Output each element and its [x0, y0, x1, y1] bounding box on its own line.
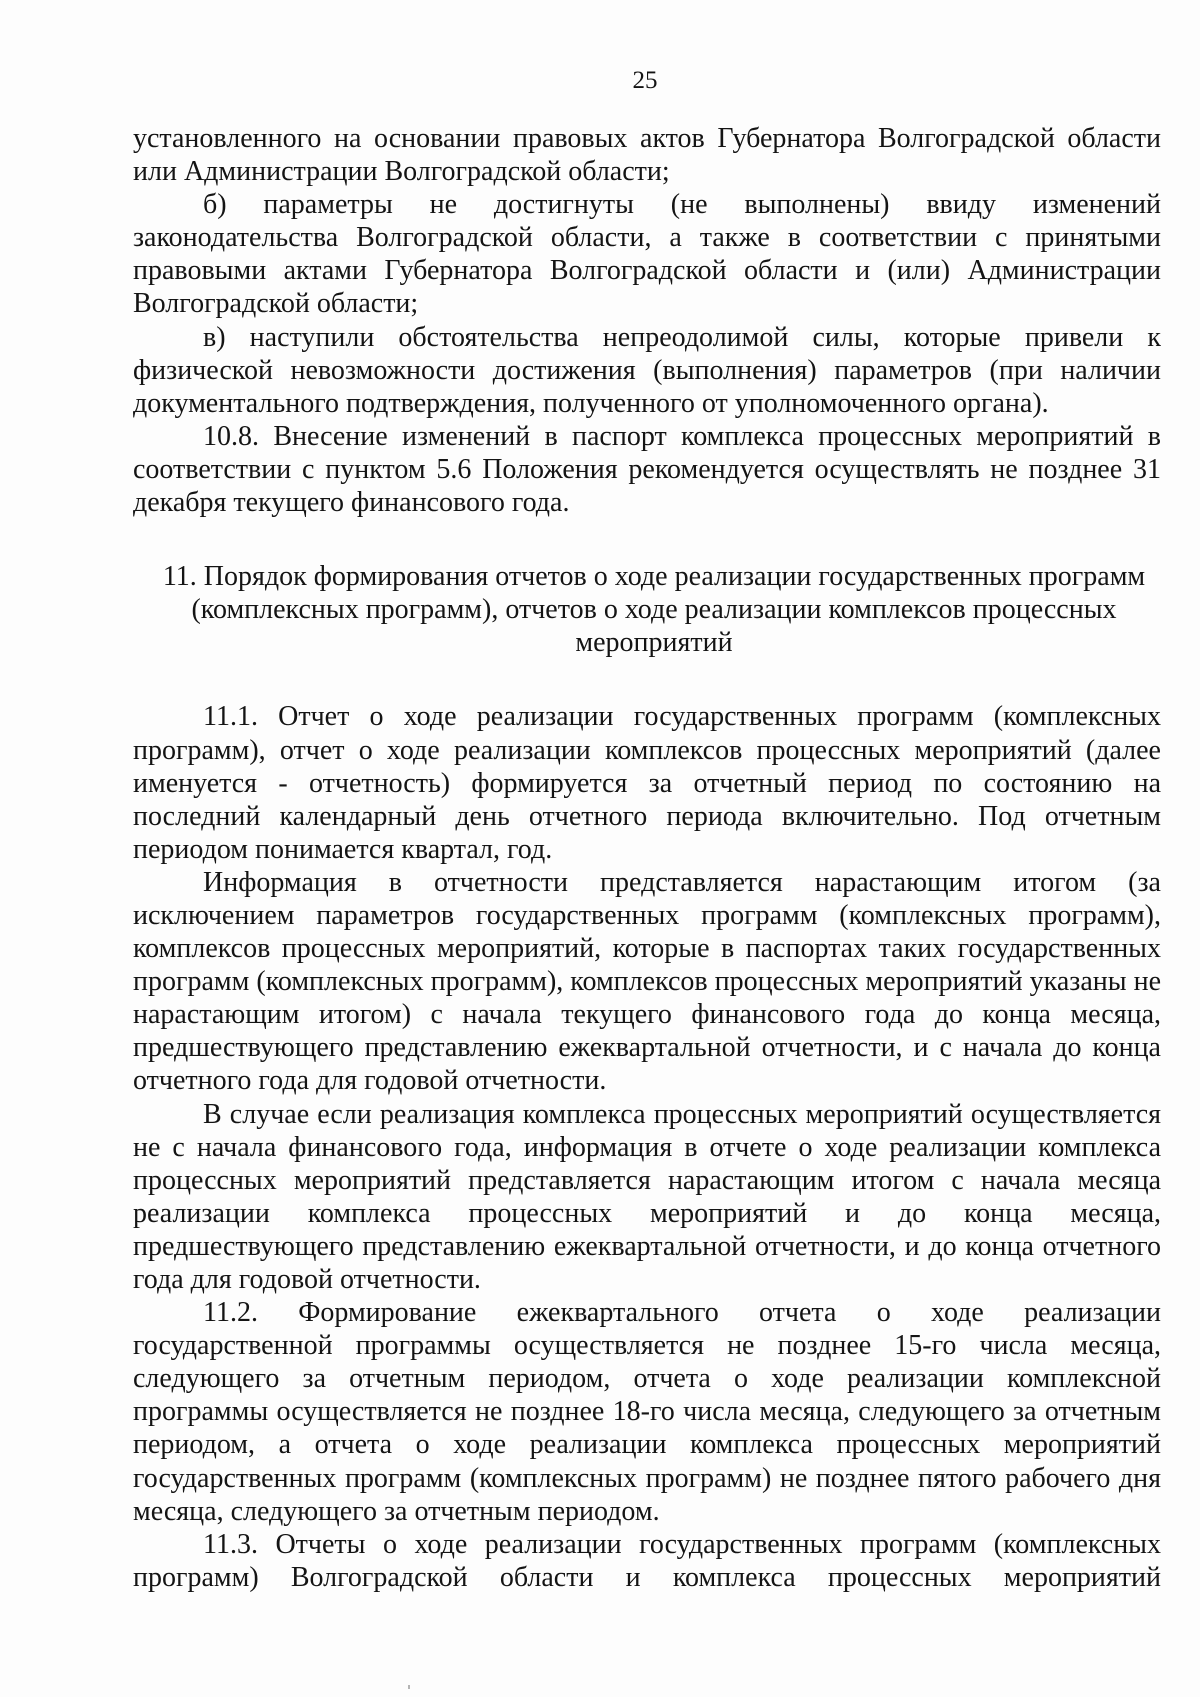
paragraph-11-1: 11.1. Отчет о ходе реализации государственных программ (комплексных программ), отчет о ходе реализации комплексов процессных мероприятий (далее именуется - отчетность) формируется за отчетный период по состоянию на последний календарный день отчетного периода включительно. Под отчетным периодом понимается квартал, год. [133, 701, 1161, 865]
paragraph-case: В случае если реализация комплекса процессных мероприятий осуществляется не с начала финансового года, информация в отчете о ходе реализации комплекса процессных мероприятий представляется нарастающим итогом с начала месяца реализации комплекса процессных мероприятий и до конца месяца, предшествующего представлению ежеквартальной отчетности, и до конца отчетного года для годовой отчетности. [133, 1098, 1161, 1295]
paragraph-11-3: 11.3. Отчеты о ходе реализации государственных программ (комплексных программ) Волгоградской области и комплекса процессных мероприятий [133, 1528, 1161, 1593]
section-heading [133, 560, 1161, 659]
section-heading-line: мероприятий [575, 627, 733, 659]
paragraph-continuation: установленного на основании правовых актов Губернатора Волгоградской области или Администрации Волгоградской области; [133, 123, 1161, 188]
section-heading-line: (комплексных программ), отчетов о ходе реализации комплексов процессных [191, 594, 1117, 626]
paragraph-item-v: в) наступили обстоятельства непреодолимой силы, которые привели к физической невозможности достижения (выполнения) параметров (при наличии документального подтверждения, полученного от уполномоченного органа). [133, 321, 1161, 419]
section-heading-line: 11. Порядок формирования отчетов о ходе реализации государственных программ [162, 561, 1146, 593]
paragraph-11-2: 11.2. Формирование ежеквартального отчета о ходе реализации государственной программы осуществляется не позднее 15-го числа месяца, следующего за отчетным периодом, отчета о ходе реализации комплексной программы осуществляется не позднее 18-го числа месяца, следующего за отчетным периодом, а отчета о ходе реализации комплекса процессных мероприятий государственных программ (комплексных программ) не позднее пятого рабочего дня месяца, следующего за отчетным периодом. [133, 1297, 1161, 1527]
paragraph-item-b: б) параметры не достигнуты (не выполнены) ввиду изменений законодательства Волгоградской области, а также в соответствии с принятыми правовыми актами Губернатора Волгоградской области и (или) Администрации Волгоградской области; [133, 189, 1161, 320]
document-body [133, 122, 1161, 1594]
page-number: 25 [632, 67, 658, 94]
paragraph-information: Информация в отчетности представляется нарастающим итогом (за исключением параметров государственных программ (комплексных программ), комплексов процессных мероприятий, которые в паспортах таких государственных программ (комплексных программ), комплексов процессных мероприятий указаны не нарастающим итогом) с начала текущего финансового года до конца месяца, предшествующего представлению ежеквартальной отчетности, и с начала до конца отчетного года для годовой отчетности. [133, 866, 1161, 1097]
paragraph-10-8: 10.8. Внесение изменений в паспорт комплекса процессных мероприятий в соответствии с пунктом 5.6 Положения рекомендуется осуществлять не позднее 31 декабря текущего финансового года. [133, 420, 1161, 519]
scan-speck [408, 1685, 410, 1689]
